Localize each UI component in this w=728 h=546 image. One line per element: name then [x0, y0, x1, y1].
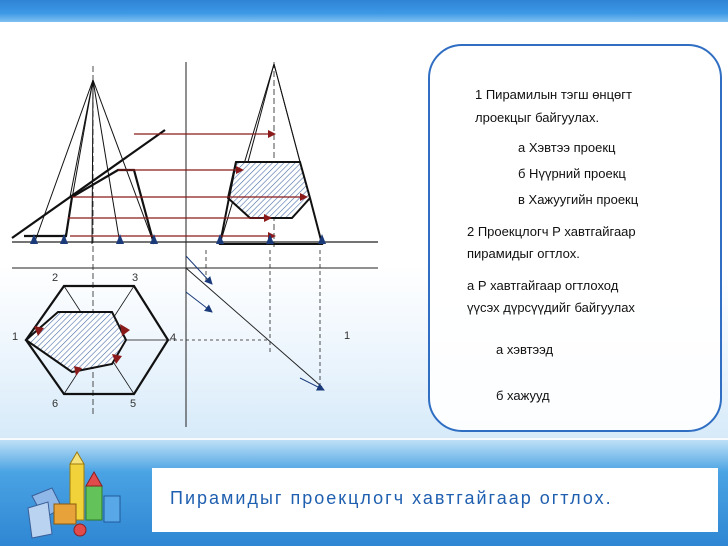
section-outline-front [24, 170, 154, 244]
label-5: 5 [130, 398, 137, 410]
label-2: 2 [52, 272, 59, 284]
step3-line1: а Р хавтгайгаар огтлоход [467, 278, 619, 293]
item-b: б хажууд [496, 388, 550, 403]
steps-panel [428, 44, 722, 432]
step2-line2: пирамидыг огтлох. [467, 246, 580, 261]
pyramid-section-drawing [0, 22, 420, 440]
building-blocks-logo [18, 448, 140, 540]
label-1-right: 1 [344, 330, 351, 342]
step1-b: б Нүүрний проекц [518, 166, 626, 181]
step3-line2: үүсэх дүрсүүдийг байгуулах [467, 300, 635, 315]
item-a: а хэвтээд [496, 342, 554, 357]
construction-arrows [186, 256, 324, 390]
front-view [34, 80, 154, 244]
label-4: 4 [170, 332, 177, 344]
label-3: 3 [132, 272, 139, 284]
step1-line2: лроекцыг байгуулах. [475, 110, 600, 125]
step2-line1: 2 Проекцлогч Р хавтгайгаар [467, 224, 636, 239]
step1-c: в Хажуугийн проекц [518, 192, 639, 207]
cutting-plane-p [12, 130, 165, 238]
top-band [0, 0, 728, 22]
label-1-left: 1 [12, 331, 19, 343]
diagonal-construction [186, 268, 322, 387]
label-6: 6 [52, 398, 59, 410]
slide-title: Пирамидыг проекцлогч хавтгайгаар огтлох. [170, 488, 613, 508]
step1-line1: 1 Пирамилын тэгш өнцөгт [475, 87, 632, 102]
footer-title-box [152, 468, 718, 532]
step1-a: а Хэвтээ проекц [518, 140, 616, 155]
